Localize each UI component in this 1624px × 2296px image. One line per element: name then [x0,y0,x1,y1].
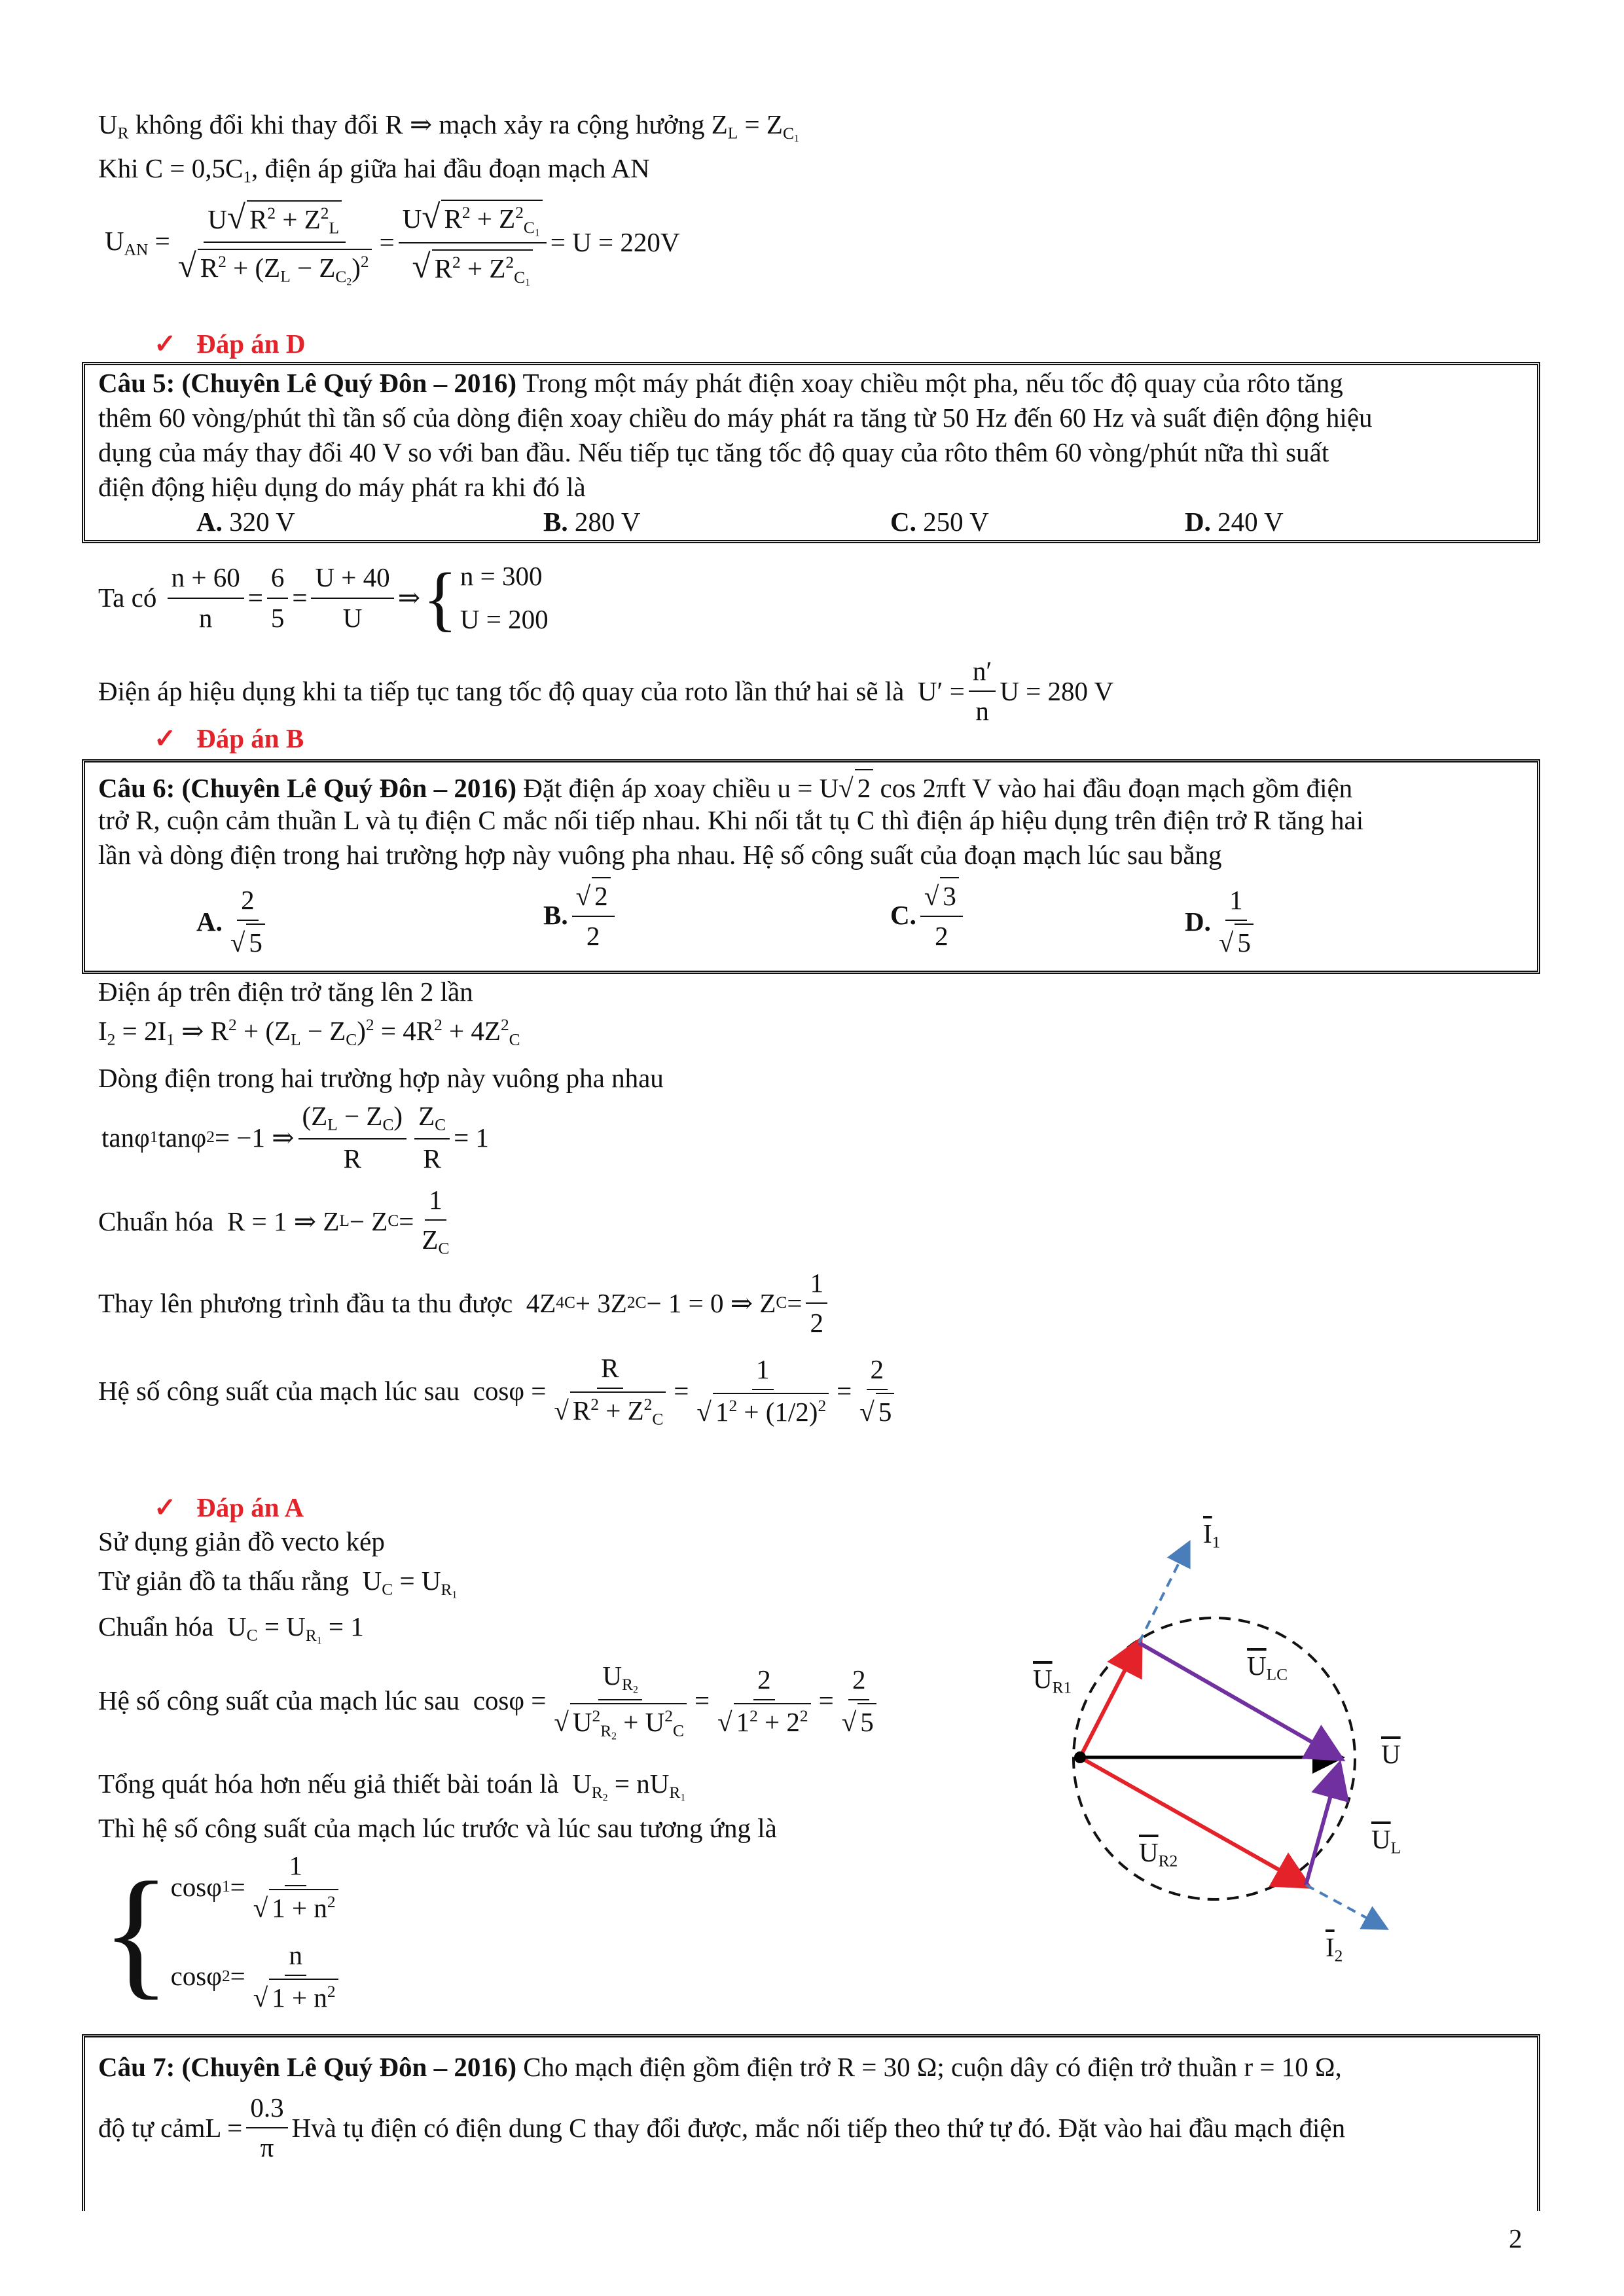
q6-sol-6: Thay lên phương trình đầu ta thu được 4Z 4 C + 3Z 2 C − 1 = 0 ⇒ Z C = 1 2 [98,1266,831,1340]
check-icon: ✓ [154,723,177,753]
q7-line-1: Câu 7: (Chuyên Lê Quý Đôn – 2016) Cho mạch điện gồm điện trở R = 30 Ω; cuộn dây có điện trở thuần r = 10 Ω, [98,2052,1342,2082]
origin-dot [1074,1751,1086,1763]
vector-ulc [1139,1643,1339,1757]
q5-line-2: thêm 60 vòng/phút thì tần số của dòng điện xoay chiều do máy phát ra tăng từ 50 Hz đến 60 Hz và suất điện động hiệu [98,403,1373,433]
q6-option-d: D. 1 √ 5 [1185,884,1261,960]
q5-option-a: A. 320 V [196,507,295,537]
q6-vec-3: Chuẩn hóa $U_C = U_{R_1} = 1$ [98,1611,364,1647]
q6-sol-7: Hệ số công suất của mạch lúc sau cosφ = R √ $R^2 + Z^2_C$ = 1 √ $1^2 + (1/2)^2$ = 2 √ 5 [98,1352,902,1431]
eq-zl-zc1: $Z_L = Z_{C_1}$ [711,109,799,145]
label-i2: $\overline{I}_2$ [1326,1932,1343,1965]
label-ulc: $\overline{U}_{LC}$ [1247,1651,1288,1684]
q6-vec-2: Từ giản đồ ta thấu rằng $U_C = U_{R_1}$ [98,1566,458,1601]
vector-i2-dashed [1306,1885,1384,1928]
label-ur2: $\overline{U}_{R2}$ [1139,1837,1178,1871]
q6-line-3: lần và dòng điện trong hai trường hợp này vuông pha nhau. Hệ số công suất của đoạn mạch lúc sau bằng [98,840,1222,870]
answer-b: ✓ Đáp án B [154,723,304,753]
page-number: 2 [1509,2223,1523,2253]
q6-option-b: B. √ 2 2 [543,877,619,954]
intro-line-1: $U_R$ không đổi khi thay đổi R ⇒ mạch xảy ra cộng hưởng $Z_L = Z_{C_1}$ [98,109,799,145]
q6-vec-5: Tổng quát hóa hơn nếu giả thiết bài toán là $U_{R_2} = nU_{R_1}$ [98,1768,686,1804]
q6-line-2: trở R, cuộn cảm thuần L và tụ điện C mắc nối tiếp nhau. Khi nối tắt tụ C thì điện áp hiệu dụng trên điện trở R tăng hai [98,805,1364,835]
q6-line-1: Câu 6: (Chuyên Lê Quý Đôn – 2016) Đặt điện áp xoay chiều u = U√ 2 cos 2πft V vào hai đầu đoạn mạch gồm điện [98,769,1352,805]
q5-option-d: D. 240 V [1185,507,1284,537]
vector-ul [1306,1767,1339,1885]
q5-line-1: Câu 5: (Chuyên Lê Quý Đôn – 2016) Trong một máy phát điện xoay chiều một pha, nếu tốc độ quay của rôto tăng [98,368,1343,398]
q5-line-4: điện động hiệu dụng do máy phát ra khi đó là [98,472,586,502]
label-ul: $\overline{U}_L$ [1371,1824,1401,1857]
check-icon: ✓ [154,1492,177,1522]
label-ur1: $\overline{U}_{R1}$ [1033,1664,1072,1697]
vector-ur1 [1080,1643,1139,1757]
intro-line-2: Khi $C = 0,5C_1$, điện áp giữa hai đầu đoạn mạch AN [98,153,650,187]
label-u: $\overline{U}$ [1381,1739,1401,1769]
q6-vec-1: Sử dụng giản đồ vecto kép [98,1526,385,1556]
label-i1: $\overline{I}_1$ [1203,1518,1221,1552]
vector-ur2 [1080,1757,1306,1885]
answer-d: ✓ Đáp án D [154,329,306,359]
q5-solution-2: Điện áp hiệu dụng khi ta tiếp tục tang tốc độ quay của roto lần thứ hai sẽ là U′ = $\frac{n'}{n}$ U = 280 V [98,656,1114,726]
q5-option-b: B. 280 V [543,507,641,537]
answer-a: ✓ Đáp án A [154,1492,304,1522]
q6-option-a: A. 2 √ 5 [196,884,273,960]
intro-formula-uan: $U_{AN}$ = $\frac{U√ R^2 + Z^2_L}{√ R^2 + (Z_L - Z_{C_2})^2}$ = $\frac{U√ R^2 + Z^2_{C_1}}{√ R^2 + Z^2_{C_1}}$ = U = 220V [105,196,679,289]
q7-line-2: độ tự cảm L = $\frac{0.3}{\pi}$ H và tụ điện có điện dung C thay đổi được, mắc nối tiếp theo thứ tự đó. Đặt vào hai đầu mạch điện [98,2092,1346,2163]
q5-line-3: dụng của máy thay đổi 40 V so với ban đầu. Nếu tiếp tục tăng tốc độ quay của rôto thêm 60 vòng/phút nữa thì suất [98,437,1329,467]
check-icon: ✓ [154,329,177,359]
q5-option-c: C. 250 V [890,507,989,537]
q6-sol-1: Điện áp trên điện trở tăng lên 2 lần [98,977,473,1007]
q6-sol-2: $I_2 = 2I_1$ ⇒ $R^2 + (Z_L - Z_C)^2 = 4R^2 + 4Z^2_C$ [98,1015,520,1049]
q6-vec-system: { cosφ 1 = 1 √ $1 + n^2$ cosφ 2 = n √ $1 + n^2$ [101,1849,346,2015]
q6-sol-4: tanφ 1 tanφ 2 = −1 ⇒ $(Z_L - Z_C)$ R $Z_C$ R = 1 [101,1101,489,1174]
q5-solution-1: Ta có n + 60 n = 6 5 = U + 40 U ⇒ { n = 300 U = 200 [98,558,549,638]
q6-sol-5: Chuẩn hóa R = 1 ⇒ Z L − Z C = 1 $Z_C$ [98,1185,450,1258]
q6-vec-4: Hệ số công suất của mạch lúc sau cosφ = $U_{R_2}$ √ $U^2_{R_2} + U^2_C$ = 2 √ $1^2 + 2^2$ = 2 √ 5 [98,1659,884,1743]
q6-vec-6: Thì hệ số công suất của mạch lúc trước và lúc sau tương ứng là [98,1813,777,1843]
q6-sol-3: Dòng điện trong hai trường hợp này vuông pha nhau [98,1063,664,1093]
q6-option-c: C. √ 3 2 [890,877,967,954]
